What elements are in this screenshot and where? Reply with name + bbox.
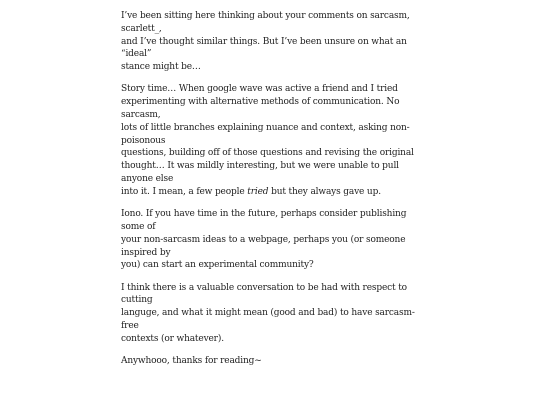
line: Iono. If you have time in the future, perhaps consider publishing some of [121,209,407,232]
line: Story time… When google wave was active a friend and I tried [121,84,398,95]
line: lots of little branches explaining nuance and context, asking non-poisonous [121,122,410,146]
paragraph-1 [121,10,421,74]
line: your non-sarcasm ideas to a webpage, perhaps you (or someone inspired by [121,234,406,258]
line-segment: but they always gave up. [268,186,381,197]
emphasis: tried [247,186,269,197]
line: contexts (or whatever). [121,333,224,344]
line: questions, building off of those questions and revising the original [121,148,414,159]
comment-body [121,10,421,377]
line: and I’ve thought similar things. But I’ve been unsure on what an “ideal” [121,36,407,60]
line: I’ve been sitting here thinking about your comments on sarcasm, scarlett_, [121,11,410,34]
paragraph-2 [121,83,421,198]
line: stance might be… [121,62,201,73]
line: you) can start an experimental community? [121,260,314,271]
line: thought… It was mildly interesting, but we were unable to pull anyone else [121,161,399,185]
paragraph-5 [121,355,421,368]
paragraph-4 [121,282,421,346]
line: languge, and what it might mean (good and bad) to have sarcasm-free [121,308,415,332]
line-segment: into it. I mean, a few people [121,186,248,197]
line: I think there is a valuable conversation to be had with respect to cutting [121,282,407,306]
paragraph-3 [121,208,421,272]
line: Anywhooo, thanks for reading~ [121,356,262,367]
line: experimenting with alternative methods of communication. No sarcasm, [121,97,400,121]
